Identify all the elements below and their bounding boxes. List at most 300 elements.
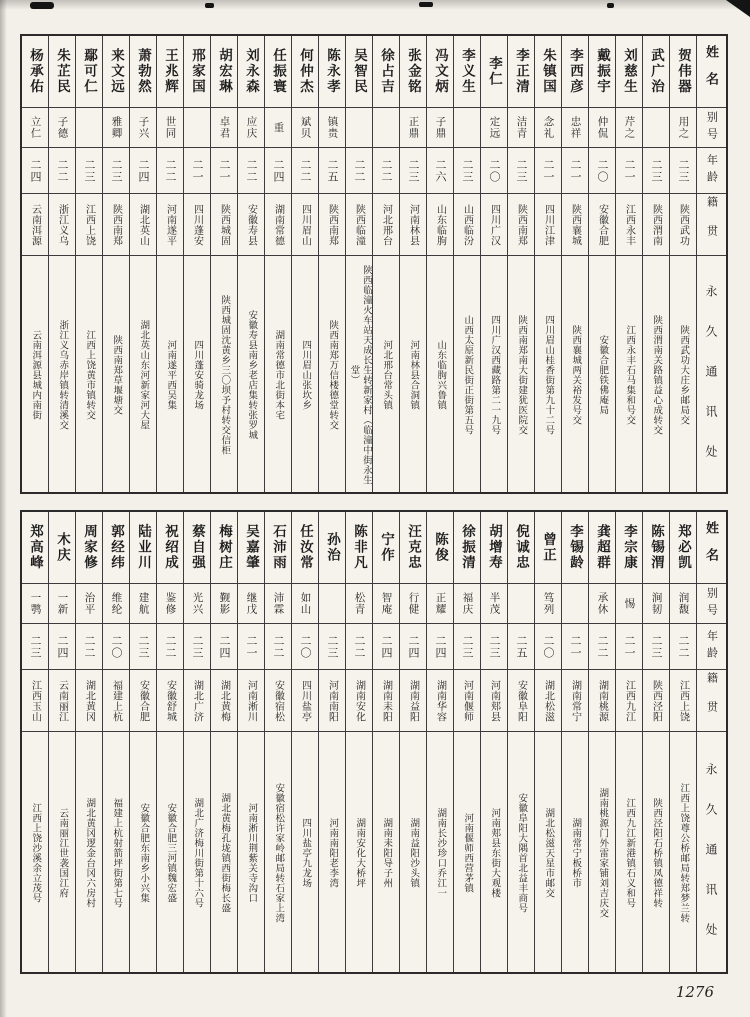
header-origin-label-cell: [697, 670, 726, 732]
entry-origin: 湖南常德: [272, 203, 284, 246]
entry-origin: 陕西南郑: [326, 203, 338, 246]
entry-name: 徐占吉: [379, 48, 394, 95]
entry-name: 李仁: [487, 56, 502, 87]
entry-age: 二一: [542, 158, 554, 183]
entry-origin-cell: [616, 194, 642, 256]
header-address-label-cell: [697, 256, 726, 492]
entry-address: 江西上饶黄市镇转交: [84, 330, 95, 420]
entry-name-cell: [616, 36, 642, 108]
entry-age: 二三: [650, 158, 662, 183]
entry-name: 郑必凯: [676, 524, 691, 571]
entry-origin: 湖北英山: [137, 203, 149, 246]
entry-origin: 云南丽江: [56, 679, 68, 722]
entry-address: 陕西南郑草堰塘交: [111, 335, 122, 415]
entry-alias-cell: [265, 108, 291, 148]
entry-address: 河南偃师西营茅镇: [462, 813, 473, 893]
entry-name: 刘永森: [244, 48, 259, 95]
entry-address-cell: [400, 256, 426, 492]
entry-age: 二三: [191, 634, 203, 659]
entry-name: 徐振清: [460, 524, 475, 571]
entry-origin: 河北邢台: [380, 203, 392, 246]
entry-address: 安徽合肥铁佛庵局: [597, 335, 608, 415]
entry-address-cell: [22, 732, 48, 972]
entry-name: 任振寰: [271, 48, 286, 95]
entry-alias: 涧韧: [650, 592, 662, 615]
entry-age: 二二: [380, 158, 392, 183]
entry-origin: 河南郏县: [488, 679, 500, 722]
entry-name-cell: [562, 512, 588, 584]
entry-origin: 山西临汾: [461, 203, 473, 246]
entry-origin-cell: [238, 670, 264, 732]
entry-column: [22, 36, 48, 492]
entry-origin: 湖南安化: [353, 679, 365, 722]
entry-origin-cell: [346, 670, 372, 732]
entry-address-cell: [184, 256, 210, 492]
entry-origin: 湖南益阳: [407, 679, 419, 722]
entry-alias: 润馥: [677, 592, 689, 615]
entry-origin: 陕西泾阳: [650, 679, 662, 722]
entry-origin-cell: [427, 670, 453, 732]
entry-origin: 湖南耒阳: [380, 679, 392, 722]
entry-alias: 卓君: [218, 116, 230, 139]
entry-name: 李义生: [460, 48, 475, 95]
entry-name-cell: [238, 512, 264, 584]
entry-origin-cell: [22, 194, 48, 256]
entry-origin: 河南林县: [407, 203, 419, 246]
entry-column: [507, 36, 534, 492]
entry-age-cell: [265, 624, 291, 670]
entry-alias-cell: [292, 108, 318, 148]
header-name-label: 姓名: [704, 44, 719, 99]
header-origin-label-cell: [697, 194, 726, 256]
entry-age-cell: [211, 624, 237, 670]
entry-name-cell: [589, 512, 615, 584]
entry-alias-cell: [643, 584, 669, 624]
entry-address: 福建上杭射箭坪街第七号: [111, 798, 122, 908]
entry-age-cell: [49, 624, 75, 670]
entry-alias: 忠祥: [569, 116, 581, 139]
entry-alias: 重: [272, 121, 284, 134]
entry-alias-cell: [319, 584, 345, 624]
scan-artifact: [205, 3, 214, 8]
entry-name-cell: [454, 36, 480, 108]
entry-column: [669, 36, 696, 492]
entry-name-cell: [427, 512, 453, 584]
entry-origin: 陕西城固: [218, 203, 230, 246]
entry-name-cell: [265, 36, 291, 108]
entry-alias: 福庆: [461, 592, 473, 615]
entry-name-cell: [643, 36, 669, 108]
entry-age-cell: [481, 624, 507, 670]
entry-alias: 芹之: [623, 116, 635, 139]
entry-age-cell: [454, 148, 480, 194]
entry-age-cell: [589, 148, 615, 194]
entry-address: 江西上饶沙溪余立茂号: [30, 803, 41, 903]
entry-alias: 正耀: [434, 592, 446, 615]
entry-address-cell: [184, 732, 210, 972]
scan-artifact: [30, 2, 54, 9]
entry-column: [291, 36, 318, 492]
entry-address: 安徽合肥东南乡小兴集: [138, 803, 149, 903]
entry-name: 吴嘉肇: [244, 524, 259, 571]
entry-alias-cell: [76, 108, 102, 148]
entry-origin-cell: [130, 670, 156, 732]
entry-age-cell: [562, 624, 588, 670]
entry-age-cell: [400, 624, 426, 670]
entry-address-cell: [373, 256, 399, 492]
entry-origin: 江西上饶: [677, 679, 689, 722]
entry-column: [129, 512, 156, 972]
entry-address: 湖北英山东河新家河大屋: [138, 320, 149, 430]
entry-name: 冯文炳: [433, 48, 448, 95]
entry-age: 二四: [272, 158, 284, 183]
entry-name-cell: [49, 512, 75, 584]
entry-name-cell: [481, 36, 507, 108]
entry-age: 二四: [137, 158, 149, 183]
entry-column: [264, 512, 291, 972]
entry-age-cell: [643, 148, 669, 194]
entry-address-cell: [103, 732, 129, 972]
entry-origin: 湖北松滋: [542, 679, 554, 722]
entry-name: 鄢可仁: [82, 48, 97, 95]
entry-origin-cell: [427, 194, 453, 256]
entry-origin-cell: [589, 670, 615, 732]
header-age-label: 年龄: [705, 153, 718, 188]
entry-address-cell: [508, 256, 534, 492]
entry-name-cell: [508, 512, 534, 584]
entry-address: 安徽宿松许家岭邮局转石家上湾: [273, 783, 284, 923]
entry-age: 二三: [137, 634, 149, 659]
entry-address-cell: [238, 732, 264, 972]
entry-name-cell: [535, 36, 561, 108]
entry-age: 二三: [488, 634, 500, 659]
entry-age-cell: [535, 624, 561, 670]
entry-column: [129, 36, 156, 492]
entry-address-cell: [562, 256, 588, 492]
entry-age-cell: [670, 148, 696, 194]
entry-name-cell: [265, 512, 291, 584]
entry-name-cell: [670, 36, 696, 108]
entry-alias-cell: [373, 108, 399, 148]
entry-age-cell: [130, 148, 156, 194]
entry-address: 河北邢台常头镇: [381, 340, 392, 410]
entry-address-cell: [157, 256, 183, 492]
entry-alias-cell: [481, 584, 507, 624]
entry-alias-cell: [562, 584, 588, 624]
entry-column: [345, 36, 372, 492]
entry-address-cell: [238, 256, 264, 492]
entry-origin: 河南偃师: [461, 679, 473, 722]
entry-address-cell: [481, 256, 507, 492]
header-name-label: 姓名: [704, 520, 719, 575]
entry-age-cell: [184, 148, 210, 194]
entry-alias: 鉴修: [164, 592, 176, 615]
entry-name: 龚超群: [595, 524, 610, 571]
entry-origin: 陕西武功: [677, 203, 689, 246]
entry-age-cell: [535, 148, 561, 194]
entry-alias-cell: [616, 584, 642, 624]
entry-age: 二三: [83, 158, 95, 183]
entry-origin: 湖北黄梅: [218, 679, 230, 722]
entry-address-cell: [535, 732, 561, 972]
entry-address: 湖南益阳沙头镇: [408, 818, 419, 888]
entry-origin: 陕西渭南: [650, 203, 662, 246]
entry-name-cell: [49, 36, 75, 108]
entry-alias: 定远: [488, 116, 500, 139]
entry-name: 李西彦: [568, 48, 583, 95]
entry-name-cell: [400, 36, 426, 108]
entry-column: [291, 512, 318, 972]
entry-name: 郑高峰: [28, 524, 43, 571]
entry-origin-cell: [238, 194, 264, 256]
entry-address-cell: [535, 256, 561, 492]
entry-age-cell: [76, 148, 102, 194]
entry-address: 四川蓬安骑龙场: [192, 340, 203, 410]
entry-column: [399, 512, 426, 972]
entry-age-cell: [157, 148, 183, 194]
entry-address: 安徽阜阳大隅首北益丰商号: [516, 793, 527, 913]
entry-column: [453, 512, 480, 972]
entry-origin-cell: [373, 194, 399, 256]
entry-name-cell: [319, 512, 345, 584]
entry-origin-cell: [535, 194, 561, 256]
entry-address-cell: [49, 256, 75, 492]
entry-alias: 维纶: [110, 592, 122, 615]
header-origin-label: 籍贯: [705, 671, 718, 730]
entry-column: [156, 36, 183, 492]
entry-address: 安徽合肥三河镇魏宏盛: [165, 803, 176, 903]
entry-origin-cell: [643, 670, 669, 732]
entry-origin-cell: [481, 670, 507, 732]
entry-name-cell: [454, 512, 480, 584]
entry-address-cell: [76, 256, 102, 492]
entry-age-cell: [130, 624, 156, 670]
entry-alias-cell: [103, 584, 129, 624]
entry-alias-cell: [130, 108, 156, 148]
entry-name-cell: [157, 512, 183, 584]
entry-origin-cell: [670, 194, 696, 256]
entry-address-cell: [346, 256, 372, 492]
entry-origin: 江西上饶: [83, 203, 95, 246]
entry-alias-cell: [508, 584, 534, 624]
entry-name-cell: [103, 36, 129, 108]
entry-age: 二五: [515, 634, 527, 659]
entry-name-cell: [616, 512, 642, 584]
entry-alias-cell: [184, 584, 210, 624]
entry-alias-cell: [454, 108, 480, 148]
entry-alias-cell: [103, 108, 129, 148]
entry-name-cell: [22, 512, 48, 584]
entry-address: 江西九江新港镇石义和号: [624, 798, 635, 908]
entry-age-cell: [103, 148, 129, 194]
entry-origin-cell: [184, 194, 210, 256]
entry-age: 二〇: [542, 634, 554, 659]
entry-age: 二二: [272, 634, 284, 659]
entry-alias-cell: [292, 584, 318, 624]
entry-name: 李正清: [514, 48, 529, 95]
entry-age: 二〇: [488, 158, 500, 183]
entry-alias: 继戊: [245, 592, 257, 615]
entry-origin: 江西九江: [623, 679, 635, 722]
entry-alias: 洁青: [515, 116, 527, 139]
entry-age-cell: [616, 624, 642, 670]
entry-origin: 陕西襄城: [569, 203, 581, 246]
entry-name: 石沛雨: [271, 524, 286, 571]
header-address-label: 永久通讯处: [704, 285, 718, 485]
entry-address-cell: [265, 732, 291, 972]
entry-address-cell: [589, 732, 615, 972]
entry-address: 陕西临潼火车站天成长生转新家村（临潼中街永生堂）: [348, 265, 371, 485]
entry-name: 张金铭: [406, 48, 421, 95]
header-column: [696, 36, 726, 492]
entry-name: 戴振宇: [595, 48, 610, 95]
entry-name: 胡宏琳: [217, 48, 232, 95]
entry-address-cell: [427, 732, 453, 972]
entry-alias: 念礼: [542, 116, 554, 139]
entry-name: 任汝常: [298, 524, 313, 571]
entry-name: 武广治: [649, 48, 664, 95]
entry-origin-cell: [292, 670, 318, 732]
entry-name-cell: [103, 512, 129, 584]
entry-name: 汪克忠: [406, 524, 421, 571]
entry-column: [372, 36, 399, 492]
entry-column: [102, 36, 129, 492]
entry-address: 浙江义乌赤岸镇转清溪交: [57, 320, 68, 430]
scan-edge-shade: [0, 0, 7, 1017]
entry-name-cell: [562, 36, 588, 108]
header-age-label: 年龄: [705, 629, 718, 664]
entry-name: 陈锡渭: [649, 524, 664, 571]
entry-name: 萧勃然: [136, 48, 151, 95]
entry-age-cell: [157, 624, 183, 670]
entry-origin: 云南洱源: [29, 203, 41, 246]
entry-age-cell: [346, 148, 372, 194]
entry-origin-cell: [562, 194, 588, 256]
entry-origin-cell: [616, 670, 642, 732]
entry-origin-cell: [211, 194, 237, 256]
entry-alias-cell: [130, 584, 156, 624]
scan-artifact: [607, 3, 614, 8]
entry-column: [48, 36, 75, 492]
entry-alias: 建航: [137, 592, 149, 615]
entry-address-cell: [670, 256, 696, 492]
entry-age-cell: [643, 624, 669, 670]
entry-column: [480, 36, 507, 492]
entry-age-cell: [589, 624, 615, 670]
entry-name: 孙治: [325, 532, 340, 563]
entry-alias-cell: [319, 108, 345, 148]
entry-origin: 湖南常宁: [569, 679, 581, 722]
entry-name: 曾正: [541, 532, 556, 563]
entry-alias-cell: [76, 584, 102, 624]
entry-column: [399, 36, 426, 492]
entry-age: 二三: [461, 158, 473, 183]
entry-name-cell: [76, 512, 102, 584]
entry-address: 山西太原新民街正街第五号: [462, 315, 473, 435]
entry-address-cell: [643, 256, 669, 492]
entry-column: [183, 36, 210, 492]
entry-age-cell: [508, 624, 534, 670]
entry-origin-cell: [643, 194, 669, 256]
entry-age: 二三: [461, 634, 473, 659]
entry-alias: 光兴: [191, 592, 203, 615]
entry-age: 二二: [56, 158, 68, 183]
entry-name-cell: [589, 36, 615, 108]
entry-address: 四川眉山张坎乡: [300, 340, 311, 410]
directory-table-top: [20, 34, 728, 494]
entry-name: 朱芷民: [55, 48, 70, 95]
entry-age-cell: [373, 624, 399, 670]
entry-alias: 惕: [623, 597, 635, 610]
entry-alias-cell: [454, 584, 480, 624]
entry-name: 陈非凡: [352, 524, 367, 571]
entry-age: 二四: [434, 634, 446, 659]
entry-origin: 陕西南郑: [110, 203, 122, 246]
entry-age: 二三: [515, 158, 527, 183]
entry-address: 湖北黄梅孔垅镇西街梅长盛: [219, 793, 230, 913]
entry-address: 湖南安化大桥坪: [354, 818, 365, 888]
entry-address: 江西上饶尊公桥邮局转郑梦兰转: [678, 783, 689, 923]
entry-age-cell: [427, 148, 453, 194]
entry-age-cell: [238, 148, 264, 194]
entry-age-cell: [562, 148, 588, 194]
entry-age: 二一: [191, 158, 203, 183]
entry-age-cell: [508, 148, 534, 194]
entry-column: [102, 512, 129, 972]
entry-column: [75, 36, 102, 492]
entry-column: [669, 512, 696, 972]
entry-age: 二〇: [596, 158, 608, 183]
entry-alias-cell: [508, 108, 534, 148]
entry-origin-cell: [400, 194, 426, 256]
header-name-label-cell: [697, 512, 726, 584]
entry-address-cell: [508, 732, 534, 972]
entry-address-cell: [211, 256, 237, 492]
entry-origin-cell: [184, 670, 210, 732]
entry-alias-cell: [535, 584, 561, 624]
entry-column: [264, 36, 291, 492]
entry-name: 郭经纬: [109, 524, 124, 571]
entry-origin-cell: [265, 670, 291, 732]
entry-column: [534, 512, 561, 972]
entry-age-cell: [22, 624, 48, 670]
entry-name: 陈俊: [433, 532, 448, 563]
entry-age-cell: [670, 624, 696, 670]
entry-origin-cell: [454, 194, 480, 256]
entry-name-cell: [292, 36, 318, 108]
entry-address-cell: [670, 732, 696, 972]
entry-address: 陕西城固沈黄乡三〇坝予村转交信柜: [219, 295, 230, 455]
entry-address: 陕西南郑万信楼德堂转交: [327, 320, 338, 430]
entry-age: 二二: [164, 634, 176, 659]
entry-address: 湖北广济梅川街第十六号: [192, 798, 203, 908]
entry-age: 二一: [569, 634, 581, 659]
entry-name-cell: [76, 36, 102, 108]
entry-origin: 湖南桃源: [596, 679, 608, 722]
entry-address: 河南淅川荆紫关寺沟口: [246, 803, 257, 903]
entry-origin: 河南淅川: [245, 679, 257, 722]
entry-age: 二三: [110, 158, 122, 183]
entry-age-cell: [238, 624, 264, 670]
entry-address-cell: [616, 732, 642, 972]
entry-age: 二〇: [299, 634, 311, 659]
entry-origin-cell: [346, 194, 372, 256]
entry-name: 胡增寿: [487, 524, 502, 571]
entry-alias-cell: [589, 584, 615, 624]
entry-origin: 安徽合肥: [137, 679, 149, 722]
entry-address-cell: [265, 256, 291, 492]
entry-origin-cell: [103, 194, 129, 256]
